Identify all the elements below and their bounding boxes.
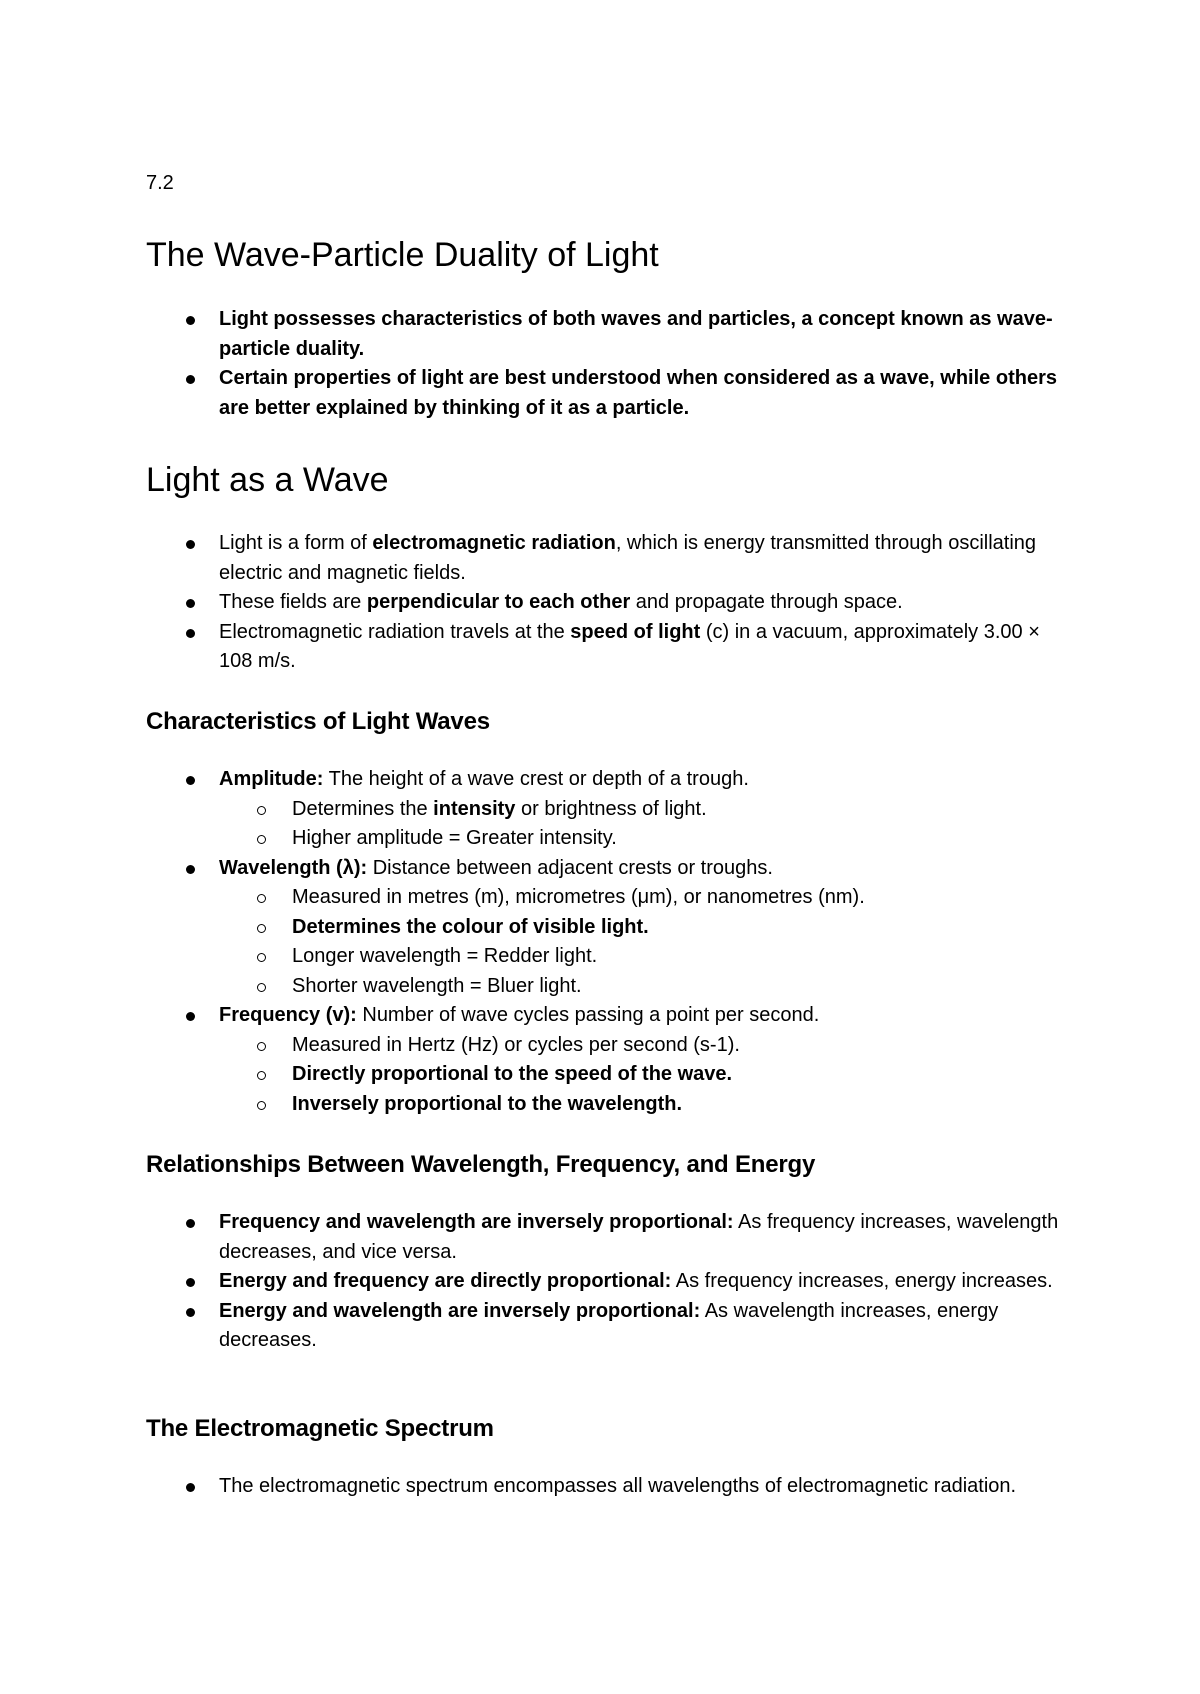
sub-list-item: Measured in metres (m), micrometres (μm), or nanometres (nm). bbox=[146, 883, 1076, 913]
relationships-list bbox=[146, 1208, 1076, 1356]
list-item-amplitude: Amplitude: The height of a wave crest or depth of a trough. bbox=[146, 765, 1076, 795]
sub-list-item: Determines the intensity or brightness of light. bbox=[146, 795, 1076, 825]
wave-list bbox=[146, 529, 1076, 677]
characteristics-heading: Characteristics of Light Waves bbox=[146, 708, 490, 735]
list-item-frequency: Frequency (v): Number of wave cycles passing a point per second. bbox=[146, 1001, 1076, 1031]
sub-list-item: Shorter wavelength = Bluer light. bbox=[146, 972, 1076, 1002]
sub-list-item: Higher amplitude = Greater intensity. bbox=[146, 824, 1076, 854]
sub-list-item: Longer wavelength = Redder light. bbox=[146, 942, 1076, 972]
list-item: Frequency and wavelength are inversely proportional: As frequency increases, wavelength decreases, and vice versa. bbox=[146, 1208, 1076, 1267]
sub-list-item: Inversely proportional to the wavelength. bbox=[146, 1090, 1076, 1120]
list-item: Light is a form of electromagnetic radiation, which is energy transmitted through oscillating electric and magnetic fields. bbox=[146, 529, 1076, 588]
sub-list-item: Measured in Hertz (Hz) or cycles per second (s-1). bbox=[146, 1031, 1076, 1061]
duality-list bbox=[146, 305, 1076, 423]
list-item: Electromagnetic radiation travels at the speed of light (c) in a vacuum, approximately 3.00 × 108 m/s. bbox=[146, 618, 1076, 677]
page-title: The Wave-Particle Duality of Light bbox=[146, 236, 659, 274]
list-item: The electromagnetic spectrum encompasses all wavelengths of electromagnetic radiation. bbox=[146, 1472, 1076, 1502]
list-item: These fields are perpendicular to each other and propagate through space. bbox=[146, 588, 1076, 618]
list-item-wavelength: Wavelength (λ): Distance between adjacent crests or troughs. bbox=[146, 854, 1076, 884]
characteristics-list bbox=[146, 765, 1076, 1119]
relationships-heading: Relationships Between Wavelength, Frequency, and Energy bbox=[146, 1151, 816, 1178]
section-number: 7.2 bbox=[146, 172, 174, 194]
list-item: Energy and wavelength are inversely proportional: As wavelength increases, energy decreases. bbox=[146, 1297, 1076, 1356]
spectrum-list bbox=[146, 1472, 1076, 1502]
sub-list-item: Directly proportional to the speed of the wave. bbox=[146, 1060, 1076, 1090]
list-item: Energy and frequency are directly proportional: As frequency increases, energy increases. bbox=[146, 1267, 1076, 1297]
list-item: Certain properties of light are best understood when considered as a wave, while others are better explained by thinking of it as a particle. bbox=[146, 364, 1076, 423]
list-item: Light possesses characteristics of both waves and particles, a concept known as wave-particle duality. bbox=[146, 305, 1076, 364]
sub-list-item: Determines the colour of visible light. bbox=[146, 913, 1076, 943]
wave-heading: Light as a Wave bbox=[146, 461, 389, 499]
spectrum-heading: The Electromagnetic Spectrum bbox=[146, 1415, 494, 1442]
